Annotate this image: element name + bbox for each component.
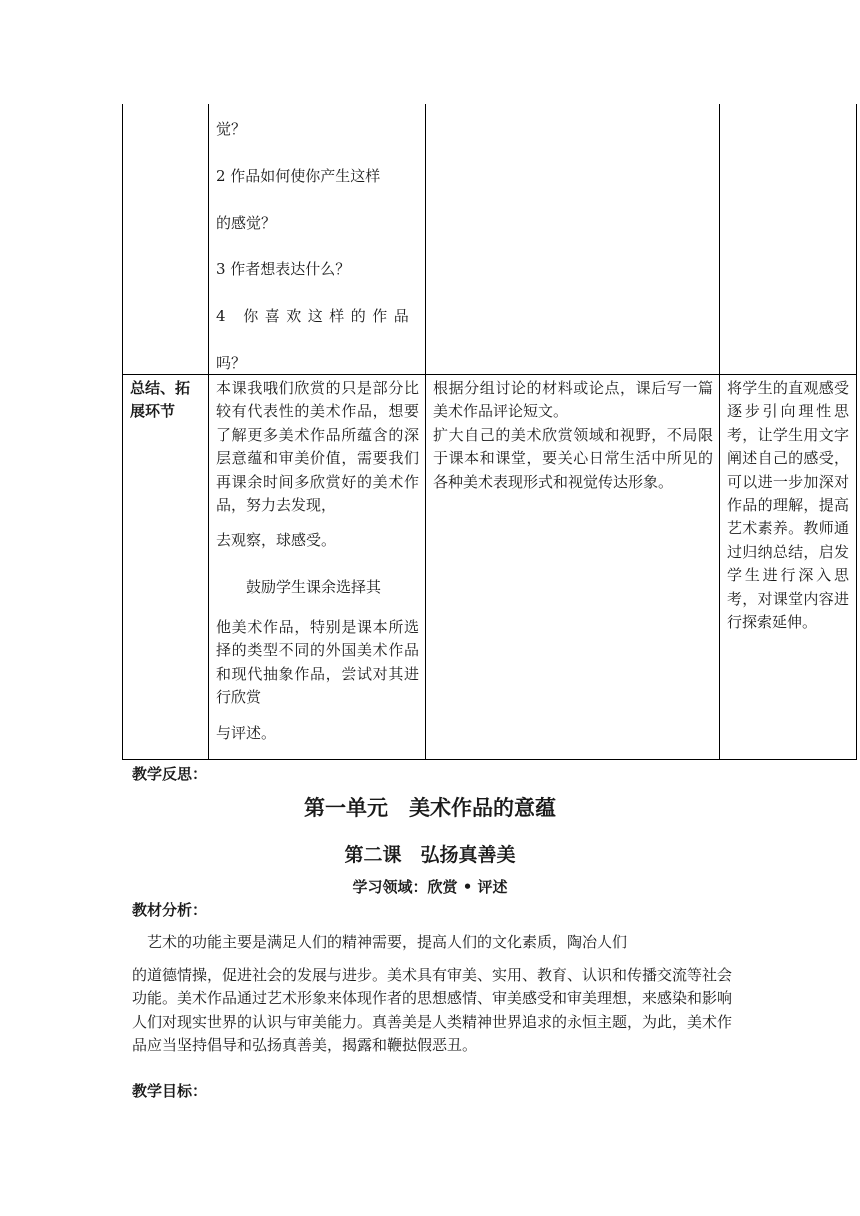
learning-domain: 学习领域：欣赏 • 评述: [352, 878, 508, 896]
analysis-first-line: 艺术的功能主要是满足人们的精神需要，提高人们的文化素质，陶冶人们: [147, 933, 628, 951]
questions-cell: [216, 106, 419, 387]
teacher-activity-cell: [216, 377, 419, 756]
student-activity-cell: 根据分组讨论的材料或论点，课后写一篇美术作品评论短文。 扩大自己的美术欣赏领域和视野，不局限于课本和课堂，要关心日常生活中所见的各种美术表现形式和视觉传达形象。: [433, 379, 713, 491]
table-border-col3: [425, 104, 426, 760]
table-border-right: [856, 104, 857, 760]
table-border-col4: [719, 104, 720, 760]
analysis-label: 教材分析：: [132, 901, 208, 919]
question-line: 的感觉？: [216, 213, 277, 232]
question-line: 2 作品如何使你产生这样: [216, 166, 381, 185]
design-intent-cell: 将学生的直观感受逐步引向理性思考，让学生用文字阐述自己的感受，可以进一步加深对作品的理解，提高艺术素养。教师通过归纳总结，启发学生进行深入思考，对课堂内容进行探索延伸。: [727, 379, 849, 632]
question-line: 觉？: [216, 120, 247, 138]
table-border-bottom: [122, 759, 857, 760]
unit-title: 第一单元 美术作品的意蕴: [304, 796, 556, 820]
stage-label-cell: [130, 377, 204, 424]
teacher-text-block4: 他美术作品，特别是课本所选择的类型不同的外国美术作品和现代抽象作品，尝试对其进行欣赏: [216, 618, 419, 707]
table-border-col2: [208, 104, 209, 760]
objectives-label: 教学目标：: [132, 1082, 208, 1100]
lesson-title: 第二课 弘扬真善美: [344, 844, 516, 866]
stage-label-line2: 展环节: [130, 402, 176, 421]
teacher-text-line2: 去观察，球感受。: [216, 531, 337, 550]
lesson-plan-table: [122, 104, 857, 760]
table-border-left: [122, 104, 123, 760]
teacher-text-block1: 本课我哦们欣赏的只是部分比较有代表性的美术作品，想要了解更多美术作品所蕴含的深层意蕴和审美价值，需要我们再课余时间多欣赏好的美术作品，努力去发现，: [216, 379, 419, 515]
question-line: 3 作者想表达什么？: [216, 260, 351, 279]
question-line: 吗？: [216, 353, 247, 372]
teacher-text-line5: 与评述。: [216, 723, 277, 742]
teacher-text-line3: 鼓励学生课余选择其: [246, 578, 382, 597]
reflection-label: 教学反思：: [132, 765, 208, 783]
question-line: 4 你喜欢这样的作品: [216, 307, 416, 326]
analysis-paragraph: 的道德情操，促进社会的发展与进步。美术具有审美、实用、教育、认识和传播交流等社会功能。美术作品通过艺术形象来体现作者的思想感情、审美感受和审美理想，来感染和影响人们对现实世界的认识与审美能力。真善美是人类精神世界追求的永恒主题，为此，美术作品应当坚持倡导和弘扬真善美，揭露和鞭挞假恶丑。: [132, 966, 733, 1055]
stage-label-line1: 总结、拓: [130, 379, 191, 397]
